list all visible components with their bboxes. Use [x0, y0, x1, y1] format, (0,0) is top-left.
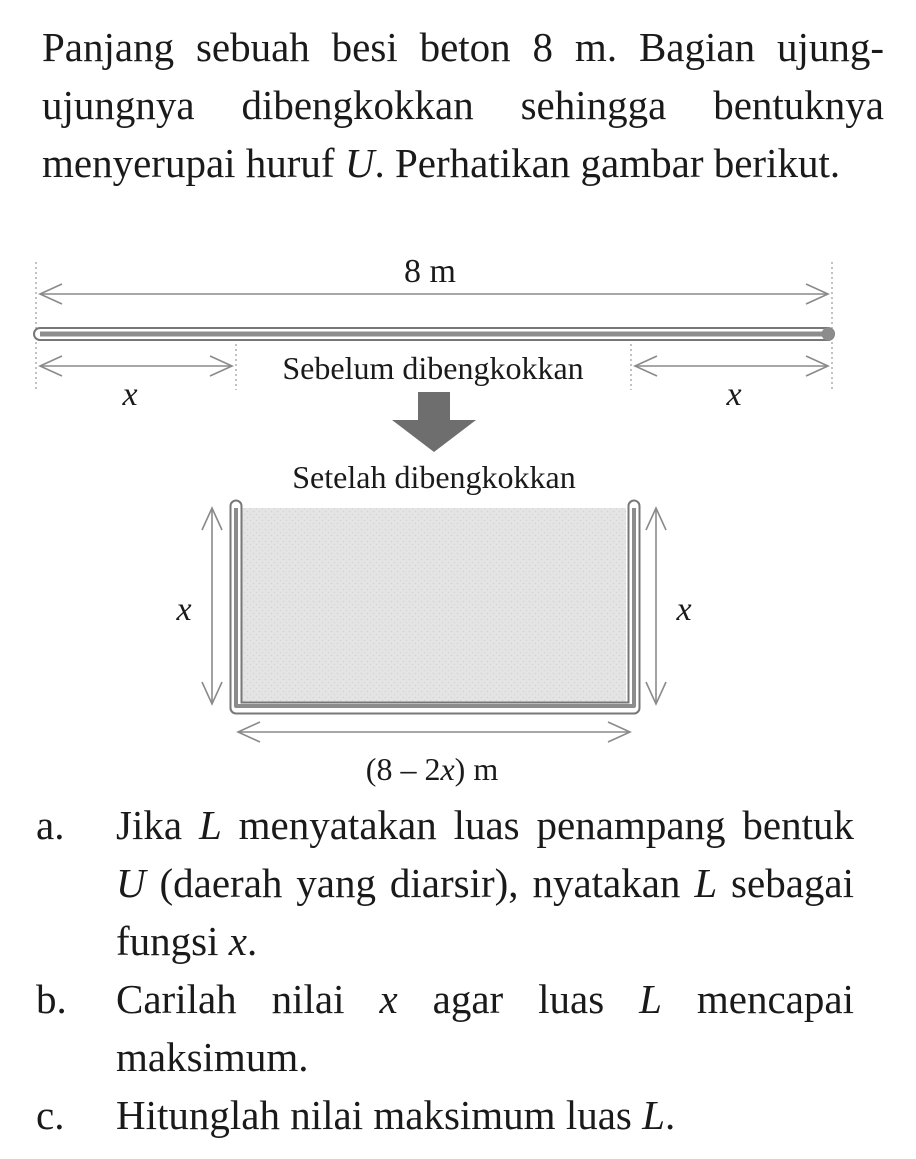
- length-label: 8 m: [404, 253, 456, 290]
- qa-text-1: Jika: [116, 802, 199, 848]
- base-label-post: ) m: [454, 751, 499, 787]
- base-width-label: [366, 751, 499, 787]
- intro-text-2: . Perhatikan gambar berikut.: [374, 140, 841, 186]
- left-x-label: x: [122, 376, 138, 413]
- qa-var-2: U: [116, 860, 146, 906]
- intro-text-1: Panjang sebuah besi beton 8 m. Bagian ujung-ujungnya dibengkokkan sehingga bentuknya menyerupai huruf: [42, 24, 884, 186]
- qa-text-4: sebagai fungsi: [116, 860, 854, 964]
- down-arrow-icon: [392, 392, 476, 452]
- base-label-var: x: [440, 751, 455, 787]
- question-c-letter: c.: [36, 1092, 65, 1138]
- qa-var-3: L: [694, 860, 718, 906]
- right-height-arrow: [646, 508, 666, 704]
- question-a-text: [116, 796, 854, 970]
- question-c: [36, 1086, 854, 1144]
- after-bending-label: Setelah dibengkokkan: [292, 459, 576, 495]
- qc-text-1: Hitunglah nilai maksimum luas: [116, 1092, 643, 1138]
- qb-text-1: Carilah nilai: [116, 976, 380, 1022]
- qb-text-2: agar luas: [397, 976, 640, 1022]
- straight-bar: [34, 328, 835, 341]
- right-x-label: x: [726, 376, 742, 413]
- question-a: [36, 796, 854, 970]
- qc-var-1: L: [642, 1092, 665, 1138]
- qa-text-2: menyatakan luas penampang bentuk: [221, 802, 854, 848]
- qb-var-2: L: [639, 976, 662, 1022]
- shaded-area: [242, 508, 626, 702]
- qa-text-3: (daerah yang diarsir), nyatakan: [145, 860, 695, 906]
- right-x-dimension-arrow: [635, 356, 828, 376]
- question-a-letter: a.: [36, 802, 65, 848]
- question-b: [36, 970, 854, 1086]
- qa-var-4: x: [228, 918, 247, 964]
- base-width-arrow: [238, 722, 630, 742]
- left-height-label: x: [176, 591, 192, 628]
- base-label-pre: (8 – 2: [365, 751, 441, 787]
- qc-text-2: .: [664, 1092, 676, 1138]
- before-bending-label: Sebelum dibengkokkan: [282, 350, 584, 386]
- question-c-text: [116, 1086, 854, 1144]
- left-x-dimension-arrow: [40, 356, 232, 376]
- variable-u: U: [344, 140, 375, 186]
- left-height-arrow: [202, 508, 222, 704]
- qb-var-1: x: [379, 976, 398, 1022]
- right-height-label: x: [676, 591, 692, 628]
- qa-text-5: .: [246, 918, 258, 964]
- qa-var-1: L: [198, 802, 222, 848]
- question-b-letter: b.: [36, 976, 67, 1022]
- question-b-text: [116, 970, 854, 1086]
- qb-text-3: mencapai maksimum.: [116, 976, 854, 1080]
